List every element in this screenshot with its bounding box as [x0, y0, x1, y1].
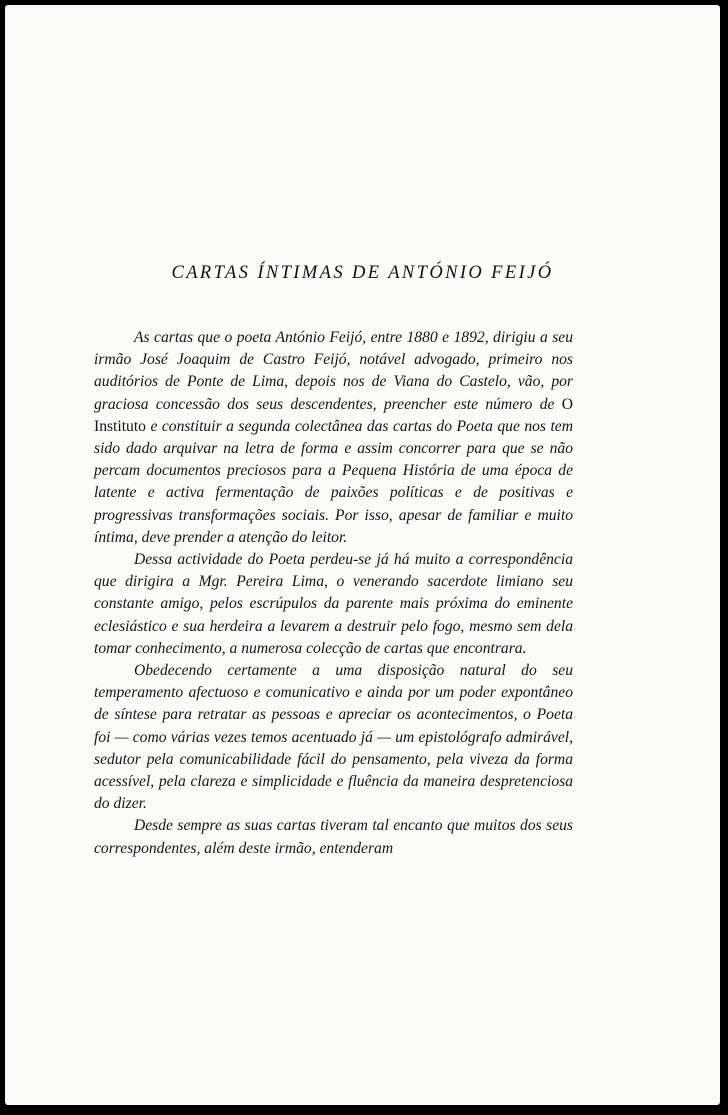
body-text [94, 327, 573, 860]
paragraph-1 [94, 327, 573, 549]
page-title: CARTAS ÍNTIMAS DE ANTÓNIO FEIJÓ [171, 263, 554, 283]
document-page [5, 5, 720, 1105]
paragraph-4: Desde sempre as suas cartas tiveram tal encanto que muitos dos seus correspondentes, além deste irmão, entenderam [94, 817, 573, 857]
paragraph-1-text-start: As cartas que o poeta António Feijó, entre 1880 e 1892, dirigiu a seu irmão José Joaquim de Castro Feijó, notável advogado, primeiro nos auditórios de Ponte de Lima, depois nos de Viana do Castelo, vão, por graciosa concessão dos seus descendentes, preencher este número de [94, 329, 573, 413]
publication-name: O Instituto [94, 395, 573, 435]
paragraph-1-text-end: e constituir a segunda colectânea das cartas do Poeta que nos tem sido dado arquivar na letra de forma e assim concorrer para que se não percam documentos preciosos para a Pequena História de uma época de latente e activa fermentação de paixões políticas e de positivas e progressivas transformações sociais. Por isso, apesar de familiar e muito íntima, deve prender a atenção do leitor. [94, 417, 573, 546]
paragraph-2: Dessa actividade do Poeta perdeu-se já há muito a correspondência que dirigira a Mgr. Pereira Lima, o venerando sacerdote limiano seu constante amigo, pelos escrúpulos da parente mais próxima do eminente eclesiástico e sua herdeira a levarem a destruir pelo fogo, mesmo sem dela tomar conhecimento, a numerosa colecção de cartas que encontrara. [94, 551, 573, 657]
paragraph-3: Obedecendo certamente a uma disposição natural do seu temperamento afectuoso e comunicativo e ainda por um poder expontâneo de síntese para retratar as pessoas e apreciar os acontecimentos, o Poeta foi — como várias vezes temos acentuado já — um epistológrafo admirável, sedutor pela comunicabilidade fácil do pensamento, pela viveza da forma acessível, pela clareza e simplicidade e fluência da maneira despretenciosa do dizer. [94, 662, 573, 813]
